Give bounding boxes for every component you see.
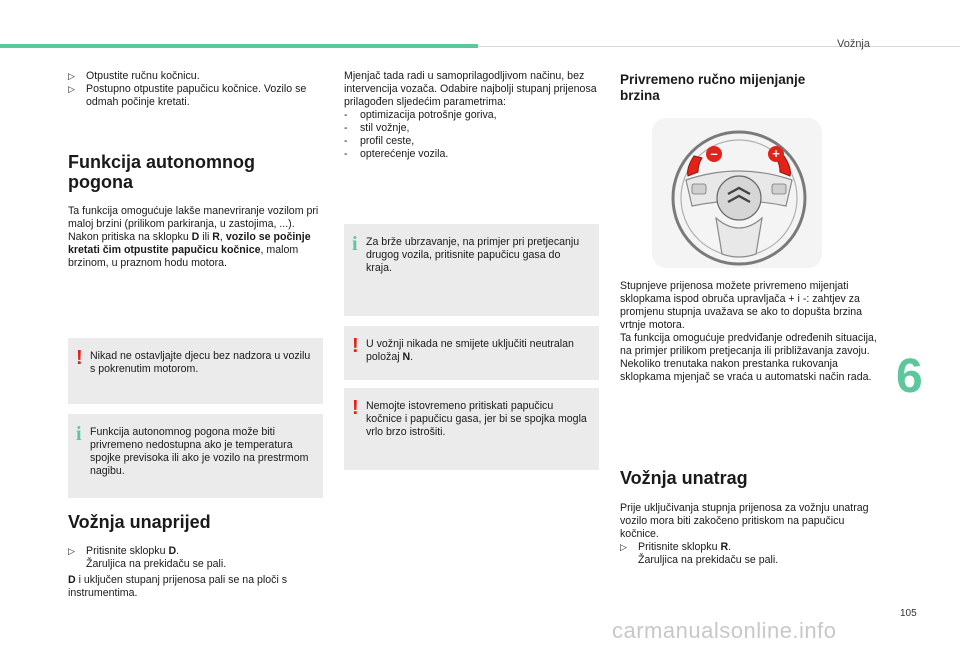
step-item xyxy=(68,545,323,571)
header-rule xyxy=(478,46,960,47)
reverse-text xyxy=(620,502,878,567)
text-run: . xyxy=(728,541,732,553)
autonomous-heading xyxy=(68,152,323,192)
section-title: Vožnja xyxy=(836,38,870,50)
steering-wheel-illustration xyxy=(652,118,822,268)
paragraph: Ta funkcija omogućuje lakše manevriranje vozilom pri maloj brzini (prilikom parkiranja, u zastojima, ...). xyxy=(68,205,319,230)
key-label: D xyxy=(68,574,76,586)
key-label: N xyxy=(402,351,411,363)
bold-text: vozilo se počinje kretati čim otpustite papučicu kočnice xyxy=(68,231,311,256)
paragraph: Nekoliko trenutaka nakon prestanka rukovanja sklopkama mjenjač se vraća u automatski način rada. xyxy=(620,358,872,383)
param-text: profil ceste, xyxy=(360,135,415,147)
wheel-hub xyxy=(717,176,761,220)
paragraph xyxy=(68,231,323,270)
text-run: . xyxy=(410,351,414,363)
warning-note xyxy=(68,338,323,404)
heading-line: pogona xyxy=(68,172,133,192)
key-label: R xyxy=(720,541,729,553)
paragraph: Stupnjeve prijenosa možete privremeno mijenjati sklopkama ispod obruča upravljača + i -: zahtjev za promjenu stupnja uvažava se ako to dopušta brzina vrtnje motora. xyxy=(620,280,863,331)
step-text xyxy=(638,541,778,567)
note-text: Za brže ubrzavanje, na primjer pri pretjecanju drugog vozila, pritisnite papučicu gasa do kraja. xyxy=(366,236,580,274)
right-controls-icon xyxy=(772,184,786,194)
paragraph: Ta funkcija omogućuje predviđanje određenih situacija, na primjer prilikom pretjecanja ili približavanja zavoju. xyxy=(620,332,877,357)
paragraph: Prije uključivanja stupnja prijenosa za vožnju unatrag vozilo mora biti zakočeno pritiskom na papučicu kočnice. xyxy=(620,502,869,540)
info-icon: i xyxy=(76,423,82,445)
heading-text: Vožnja unatrag xyxy=(620,468,748,488)
step-item xyxy=(68,70,323,83)
heading-line: brzina xyxy=(620,88,660,103)
text-run: U vožnji nikada ne smijete uključiti neutralan položaj xyxy=(366,338,574,363)
manual-text xyxy=(620,280,878,384)
autonomous-text xyxy=(68,205,323,270)
watermark: carmanualsonline.info xyxy=(612,618,837,643)
heading-line: Privremeno ručno mijenjanje xyxy=(620,72,806,87)
key-label: D xyxy=(168,545,177,557)
info-icon: i xyxy=(352,233,358,255)
forward-text xyxy=(68,545,323,600)
page-number: 105 xyxy=(900,608,917,619)
heading-text: Vožnja unaprijed xyxy=(68,512,211,532)
chapter-number: 6 xyxy=(896,350,923,403)
plus-label: + xyxy=(772,146,780,161)
forward-heading xyxy=(68,512,323,532)
text-run: Nakon pritiska na sklopku xyxy=(68,231,192,243)
text-run: Pritisnite sklopku xyxy=(86,545,169,557)
param-item: - opterećenje vozila. xyxy=(344,148,449,160)
minus-label: – xyxy=(710,146,718,161)
text-run: ili xyxy=(199,231,213,243)
start-steps xyxy=(68,70,323,109)
warning-note xyxy=(344,388,599,470)
param-text: opterećenje vozila. xyxy=(360,148,449,160)
param-item: - optimizacija potrošnje goriva, xyxy=(344,109,497,121)
arrow-right-icon: ▷ xyxy=(68,71,75,81)
header-accent-bar xyxy=(0,44,478,48)
arrow-right-icon: ▷ xyxy=(68,84,75,94)
note-text xyxy=(366,338,589,364)
reverse-heading xyxy=(620,468,878,488)
key-label: R xyxy=(212,231,220,243)
manual-heading xyxy=(620,72,880,104)
text-run: , xyxy=(219,231,226,243)
text-run: Žaruljica na prekidaču se pali. xyxy=(86,558,227,570)
step-text: Otpustite ručnu kočnicu. xyxy=(86,70,200,82)
text-run: . xyxy=(176,545,180,557)
arrow-right-icon: ▷ xyxy=(68,546,75,556)
text-run: , malom brzinom, u praznom hodu motora. xyxy=(68,244,299,269)
arrow-right-icon: ▷ xyxy=(620,542,627,552)
note-text: Nikad ne ostavljajte djecu bez nadzora u vozilu s pokrenutim motorom. xyxy=(90,350,311,375)
warning-icon: ! xyxy=(352,335,359,357)
heading-line: Funkcija autonomnog xyxy=(68,152,255,172)
info-note xyxy=(344,224,599,316)
warning-icon: ! xyxy=(352,397,359,419)
step-text xyxy=(86,545,226,571)
left-controls-icon xyxy=(692,184,706,194)
param-text: stil vožnje, xyxy=(360,122,410,134)
info-note xyxy=(68,414,323,498)
paragraph: Mjenjač tada radi u samoprilagodljivom načinu, bez intervencija vozača. Odabire najbolji stupanj prijenosa prilagođen sljedećim parametrima: xyxy=(344,70,597,108)
param-text: optimizacija potrošnje goriva, xyxy=(360,109,497,121)
key-label: D xyxy=(191,231,200,243)
step-text: Postupno otpustite papučicu kočnice. Vozilo se odmah počinje kretati. xyxy=(86,83,307,108)
text-run: i uključen stupanj prijenosa pali se na ploči s instrumentima. xyxy=(68,574,288,599)
warning-icon: ! xyxy=(76,347,83,369)
step-item xyxy=(620,541,878,567)
paragraph xyxy=(68,574,323,600)
adaptive-text xyxy=(344,70,599,161)
param-item: - profil ceste, xyxy=(344,135,415,147)
warning-note xyxy=(344,326,599,380)
note-text: Funkcija autonomnog pogona može biti privremeno nedostupna ako je temperatura spojke previsoka ili ako je vozilo na prestrmom nagibu. xyxy=(90,426,309,477)
text-run: Žaruljica na prekidaču se pali. xyxy=(638,554,779,566)
param-item: - stil vožnje, xyxy=(344,122,410,134)
step-item xyxy=(68,83,323,109)
note-text: Nemojte istovremeno pritiskati papučicu kočnice i papučicu gasa, jer bi se spojka mogla vrlo brzo istrošiti. xyxy=(366,400,587,438)
text-run: Pritisnite sklopku xyxy=(638,541,721,553)
